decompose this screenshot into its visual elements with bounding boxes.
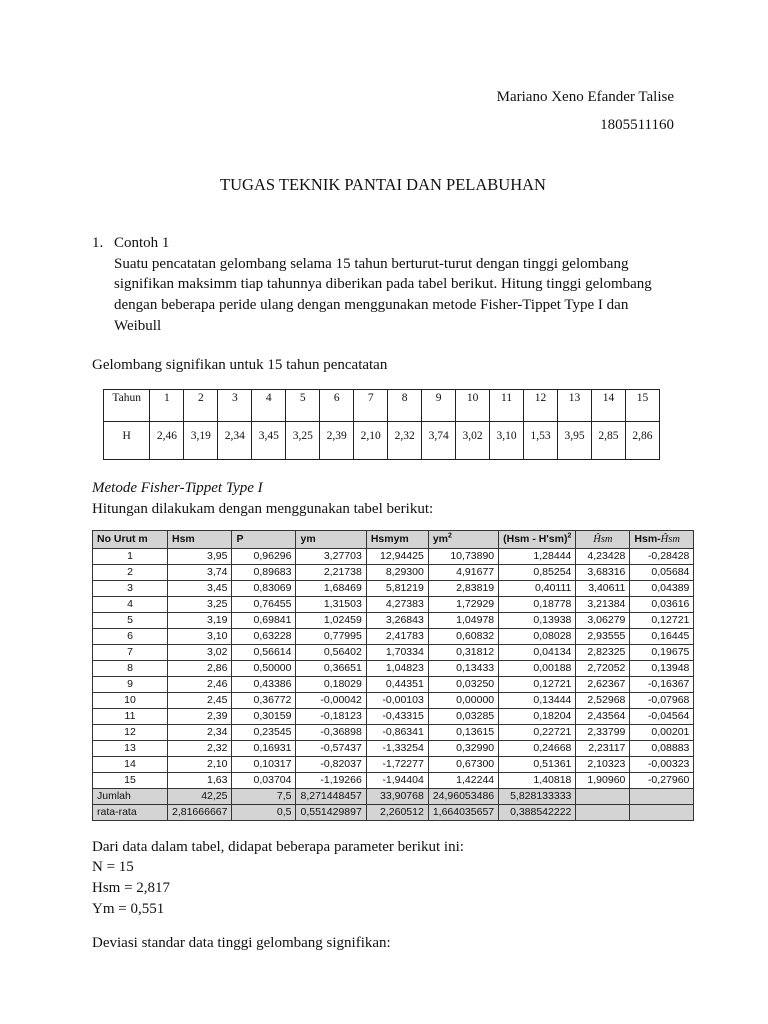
- problem-paragraph: Suatu pencatatan gelombang selama 15 tahun berturut-turut dengan tinggi gelombang signifikan maksimm tiap tahunnya diberikan pada tabel berikut. Hitung tinggi gelombang dengan beberapa peride ulang dengan menggunakan metode Fisher-Tippet Type I dan Weibull: [114, 255, 652, 334]
- height-cell: 2,85: [591, 422, 625, 460]
- table-cell: 0,00201: [630, 724, 694, 740]
- summary-cell: [576, 804, 630, 820]
- height-cell: 3,95: [558, 422, 592, 460]
- header-row: [93, 530, 694, 548]
- table-cell: 0,08883: [630, 740, 694, 756]
- year-cell: 14: [591, 390, 625, 422]
- table-cell: 2,52968: [576, 692, 630, 708]
- year-cell: 3: [218, 390, 252, 422]
- table-cell: 2,46: [168, 676, 232, 692]
- table-cell: 0,12721: [499, 676, 576, 692]
- table-row: [93, 676, 694, 692]
- table-cell: 0,32990: [428, 740, 498, 756]
- table-cell: 0,69841: [232, 612, 296, 628]
- table-cell: 0,13433: [428, 660, 498, 676]
- table-cell: 0,96296: [232, 548, 296, 564]
- table-cell: 2,62367: [576, 676, 630, 692]
- table-cell: 1,63: [168, 772, 232, 788]
- fisher-tippet-table: [92, 530, 694, 821]
- table-cell: 0,22721: [499, 724, 576, 740]
- table-row: [93, 708, 694, 724]
- height-cell: 3,19: [184, 422, 218, 460]
- table1-caption: Gelombang signifikan untuk 15 tahun pencatatan: [92, 356, 388, 373]
- summary-cell: 5,828133333: [499, 788, 576, 804]
- table-row: [93, 612, 694, 628]
- table-cell: 0,83069: [232, 580, 296, 596]
- table-cell: 3,19: [168, 612, 232, 628]
- table-cell: 0,85254: [499, 564, 576, 580]
- table-cell: 2,39: [168, 708, 232, 724]
- table-cell: 1,40818: [499, 772, 576, 788]
- method-title: Metode Fisher-Tippet Type I: [92, 480, 263, 497]
- table-cell: 0,04134: [499, 644, 576, 660]
- row-label: Tahun: [104, 390, 150, 422]
- table-cell: 3,06279: [576, 612, 630, 628]
- table-cell: 1,72929: [428, 596, 498, 612]
- table-cell: 0,04389: [630, 580, 694, 596]
- table-cell: -0,27960: [630, 772, 694, 788]
- table-cell: 0,76455: [232, 596, 296, 612]
- table-cell: 0,00188: [499, 660, 576, 676]
- table-cell: 0,63228: [232, 628, 296, 644]
- table-cell: 1,42244: [428, 772, 498, 788]
- summary-row: [93, 788, 694, 804]
- column-header: Ĥsm: [576, 530, 630, 548]
- table-cell: -0,18123: [296, 708, 366, 724]
- table-cell: 1: [93, 548, 168, 564]
- table-cell: 6: [93, 628, 168, 644]
- year-cell: 10: [456, 390, 490, 422]
- height-cell: 3,45: [252, 422, 286, 460]
- table-cell: 1,04978: [428, 612, 498, 628]
- param-hsm: Hsm = 2,817: [92, 880, 171, 897]
- table-cell: 0,16445: [630, 628, 694, 644]
- table-cell: 2,10: [168, 756, 232, 772]
- table-cell: 0,08028: [499, 628, 576, 644]
- method-intro: Hitungan dilakukam dengan menggunakan tabel berikut:: [92, 500, 434, 517]
- table-row: [93, 596, 694, 612]
- column-header: Hsm: [168, 530, 232, 548]
- table-cell: 0,67300: [428, 756, 498, 772]
- table-cell: 0,51361: [499, 756, 576, 772]
- table-row: [93, 564, 694, 580]
- table-cell: 0,18778: [499, 596, 576, 612]
- table-row: [104, 390, 660, 422]
- table-row: [104, 422, 660, 460]
- table-cell: 2: [93, 564, 168, 580]
- summary-cell: [630, 804, 694, 820]
- table-cell: 0,00000: [428, 692, 498, 708]
- height-cell: 2,32: [388, 422, 422, 460]
- summary-cell: 24,96053486: [428, 788, 498, 804]
- table-cell: 1,68469: [296, 580, 366, 596]
- summary-cell: 33,90768: [366, 788, 428, 804]
- table-cell: 0,89683: [232, 564, 296, 580]
- table-cell: 12,94425: [366, 548, 428, 564]
- table-cell: 0,36651: [296, 660, 366, 676]
- table-cell: 2,32: [168, 740, 232, 756]
- table-cell: 2,33799: [576, 724, 630, 740]
- summary-cell: 8,271448457: [296, 788, 366, 804]
- table-cell: 2,34: [168, 724, 232, 740]
- document-title: TUGAS TEKNIK PANTAI DAN PELABUHAN: [220, 175, 546, 194]
- table-cell: 2,72052: [576, 660, 630, 676]
- table-cell: 0,18029: [296, 676, 366, 692]
- table-cell: 0,05684: [630, 564, 694, 580]
- table-cell: -1,72277: [366, 756, 428, 772]
- table-cell: 0,18204: [499, 708, 576, 724]
- table-cell: -0,04564: [630, 708, 694, 724]
- year-cell: 1: [150, 390, 184, 422]
- table-cell: 4: [93, 596, 168, 612]
- table-cell: 2,21738: [296, 564, 366, 580]
- author-name: Mariano Xeno Efander Talise: [496, 89, 674, 105]
- table-cell: 3: [93, 580, 168, 596]
- year-cell: 15: [625, 390, 659, 422]
- table-cell: 0,13938: [499, 612, 576, 628]
- table-cell: 10,73890: [428, 548, 498, 564]
- table-cell: -0,57437: [296, 740, 366, 756]
- table-cell: 1,04823: [366, 660, 428, 676]
- table-cell: 14: [93, 756, 168, 772]
- table-cell: 2,93555: [576, 628, 630, 644]
- table-cell: 0,60832: [428, 628, 498, 644]
- table-cell: 2,41783: [366, 628, 428, 644]
- section: [92, 233, 674, 337]
- table-cell: 0,56614: [232, 644, 296, 660]
- table-cell: 0,13948: [630, 660, 694, 676]
- table-cell: 0,77995: [296, 628, 366, 644]
- table-cell: 5,81219: [366, 580, 428, 596]
- table-cell: 0,23545: [232, 724, 296, 740]
- table-row: [93, 772, 694, 788]
- height-cell: 3,10: [490, 422, 524, 460]
- year-cell: 5: [286, 390, 320, 422]
- table-cell: 0,50000: [232, 660, 296, 676]
- table-cell: 3,10: [168, 628, 232, 644]
- year-cell: 11: [490, 390, 524, 422]
- summary-row: [93, 804, 694, 820]
- table-cell: -0,00042: [296, 692, 366, 708]
- table-row: [93, 740, 694, 756]
- table-cell: -1,19266: [296, 772, 366, 788]
- param-n: N = 15: [92, 859, 134, 876]
- summary-cell: 2,81666667: [168, 804, 232, 820]
- year-cell: 7: [354, 390, 388, 422]
- table-cell: -0,00103: [366, 692, 428, 708]
- table-cell: 0,10317: [232, 756, 296, 772]
- table-cell: 0,56402: [296, 644, 366, 660]
- summary-cell: 2,260512: [366, 804, 428, 820]
- table-cell: 3,27703: [296, 548, 366, 564]
- table-cell: 4,27383: [366, 596, 428, 612]
- summary-cell: 0,551429897: [296, 804, 366, 820]
- table-cell: 1,02459: [296, 612, 366, 628]
- table-cell: 3,02: [168, 644, 232, 660]
- summary-cell: rata-rata: [93, 804, 168, 820]
- table-cell: 2,43564: [576, 708, 630, 724]
- student-id: 1805511160: [600, 117, 674, 133]
- table-cell: 1,28444: [499, 548, 576, 564]
- table-cell: 2,83819: [428, 580, 498, 596]
- table-cell: 0,43386: [232, 676, 296, 692]
- table-cell: 2,10323: [576, 756, 630, 772]
- section-number: 1.: [92, 235, 104, 251]
- table-row: [93, 756, 694, 772]
- table-row: [93, 628, 694, 644]
- height-cell: 3,25: [286, 422, 320, 460]
- table-cell: -0,43315: [366, 708, 428, 724]
- section-body: [114, 233, 674, 337]
- table-cell: 0,31812: [428, 644, 498, 660]
- table-cell: -1,33254: [366, 740, 428, 756]
- table-cell: 0,03285: [428, 708, 498, 724]
- summary-cell: 1,664035657: [428, 804, 498, 820]
- summary-cell: 0,5: [232, 804, 296, 820]
- table-cell: 0,30159: [232, 708, 296, 724]
- table-row: [93, 580, 694, 596]
- year-cell: 9: [422, 390, 456, 422]
- table-row: [93, 660, 694, 676]
- column-header: Hsmym: [366, 530, 428, 548]
- table-cell: -0,07968: [630, 692, 694, 708]
- year-cell: 4: [252, 390, 286, 422]
- table-cell: 2,23117: [576, 740, 630, 756]
- table-cell: 0,24668: [499, 740, 576, 756]
- year-cell: 6: [320, 390, 354, 422]
- table-cell: -0,16367: [630, 676, 694, 692]
- summary-cell: [630, 788, 694, 804]
- table-cell: 3,26843: [366, 612, 428, 628]
- column-header: P: [232, 530, 296, 548]
- table-cell: 2,82325: [576, 644, 630, 660]
- table-cell: 13: [93, 740, 168, 756]
- column-header: (Hsm - H'sm)$^2$: [499, 530, 576, 548]
- table-cell: 0,19675: [630, 644, 694, 660]
- table-cell: 0,03250: [428, 676, 498, 692]
- table-row: [93, 644, 694, 660]
- table-cell: -0,36898: [296, 724, 366, 740]
- year-cell: 13: [558, 390, 592, 422]
- height-cell: 3,02: [456, 422, 490, 460]
- table-cell: 2,45: [168, 692, 232, 708]
- table-cell: 3,40611: [576, 580, 630, 596]
- summary-cell: Jumlah: [93, 788, 168, 804]
- table-cell: 1,90960: [576, 772, 630, 788]
- param-ym: Ym = 0,551: [92, 900, 165, 917]
- table-cell: 3,68316: [576, 564, 630, 580]
- column-header: Hsm-Ĥsm: [630, 530, 694, 548]
- table-cell: -0,86341: [366, 724, 428, 740]
- table-cell: -0,28428: [630, 548, 694, 564]
- section-heading: Contoh 1: [114, 235, 170, 251]
- table-cell: 3,45: [168, 580, 232, 596]
- table-cell: 0,12721: [630, 612, 694, 628]
- table-cell: 3,21384: [576, 596, 630, 612]
- table-cell: 4,91677: [428, 564, 498, 580]
- summary-cell: 7,5: [232, 788, 296, 804]
- table-cell: 0,44351: [366, 676, 428, 692]
- table-cell: 0,16931: [232, 740, 296, 756]
- height-cell: 2,86: [625, 422, 659, 460]
- table-cell: 5: [93, 612, 168, 628]
- table-cell: 4,23428: [576, 548, 630, 564]
- table-cell: 3,74: [168, 564, 232, 580]
- table-cell: 0,36772: [232, 692, 296, 708]
- table-cell: 0,03704: [232, 772, 296, 788]
- results-intro: Dari data dalam tabel, didapat beberapa parameter berikut ini:: [92, 838, 464, 855]
- table-cell: -1,94404: [366, 772, 428, 788]
- table-cell: 12: [93, 724, 168, 740]
- height-cell: 2,39: [320, 422, 354, 460]
- table-cell: 8,29300: [366, 564, 428, 580]
- table-cell: 0,13615: [428, 724, 498, 740]
- table-cell: 15: [93, 772, 168, 788]
- table-cell: 10: [93, 692, 168, 708]
- row-label: H: [104, 422, 150, 460]
- summary-cell: [576, 788, 630, 804]
- table-cell: -0,82037: [296, 756, 366, 772]
- wave-height-table: [103, 389, 660, 460]
- table-cell: 1,31503: [296, 596, 366, 612]
- table-cell: 11: [93, 708, 168, 724]
- table-cell: 7: [93, 644, 168, 660]
- summary-cell: 0,388542222: [499, 804, 576, 820]
- table-cell: 2,86: [168, 660, 232, 676]
- column-header: $ym^2$: [428, 530, 498, 548]
- table-row: [93, 692, 694, 708]
- table-cell: -0,00323: [630, 756, 694, 772]
- table-cell: 3,95: [168, 548, 232, 564]
- height-cell: 3,74: [422, 422, 456, 460]
- table-cell: 0,03616: [630, 596, 694, 612]
- table-cell: 0,40111: [499, 580, 576, 596]
- height-cell: 2,46: [150, 422, 184, 460]
- height-cell: 2,10: [354, 422, 388, 460]
- height-cell: 2,34: [218, 422, 252, 460]
- table-cell: 1,70334: [366, 644, 428, 660]
- year-cell: 12: [524, 390, 558, 422]
- table-cell: 0,13444: [499, 692, 576, 708]
- summary-cell: 42,25: [168, 788, 232, 804]
- table-cell: 3,25: [168, 596, 232, 612]
- year-cell: 8: [388, 390, 422, 422]
- height-cell: 1,53: [524, 422, 558, 460]
- deviation-heading: Deviasi standar data tinggi gelombang signifikan:: [92, 935, 391, 952]
- table-row: [93, 548, 694, 564]
- column-header: No Urut m: [93, 530, 168, 548]
- table-row: [93, 724, 694, 740]
- year-cell: 2: [184, 390, 218, 422]
- table-cell: 9: [93, 676, 168, 692]
- table-cell: 8: [93, 660, 168, 676]
- column-header: ym: [296, 530, 366, 548]
